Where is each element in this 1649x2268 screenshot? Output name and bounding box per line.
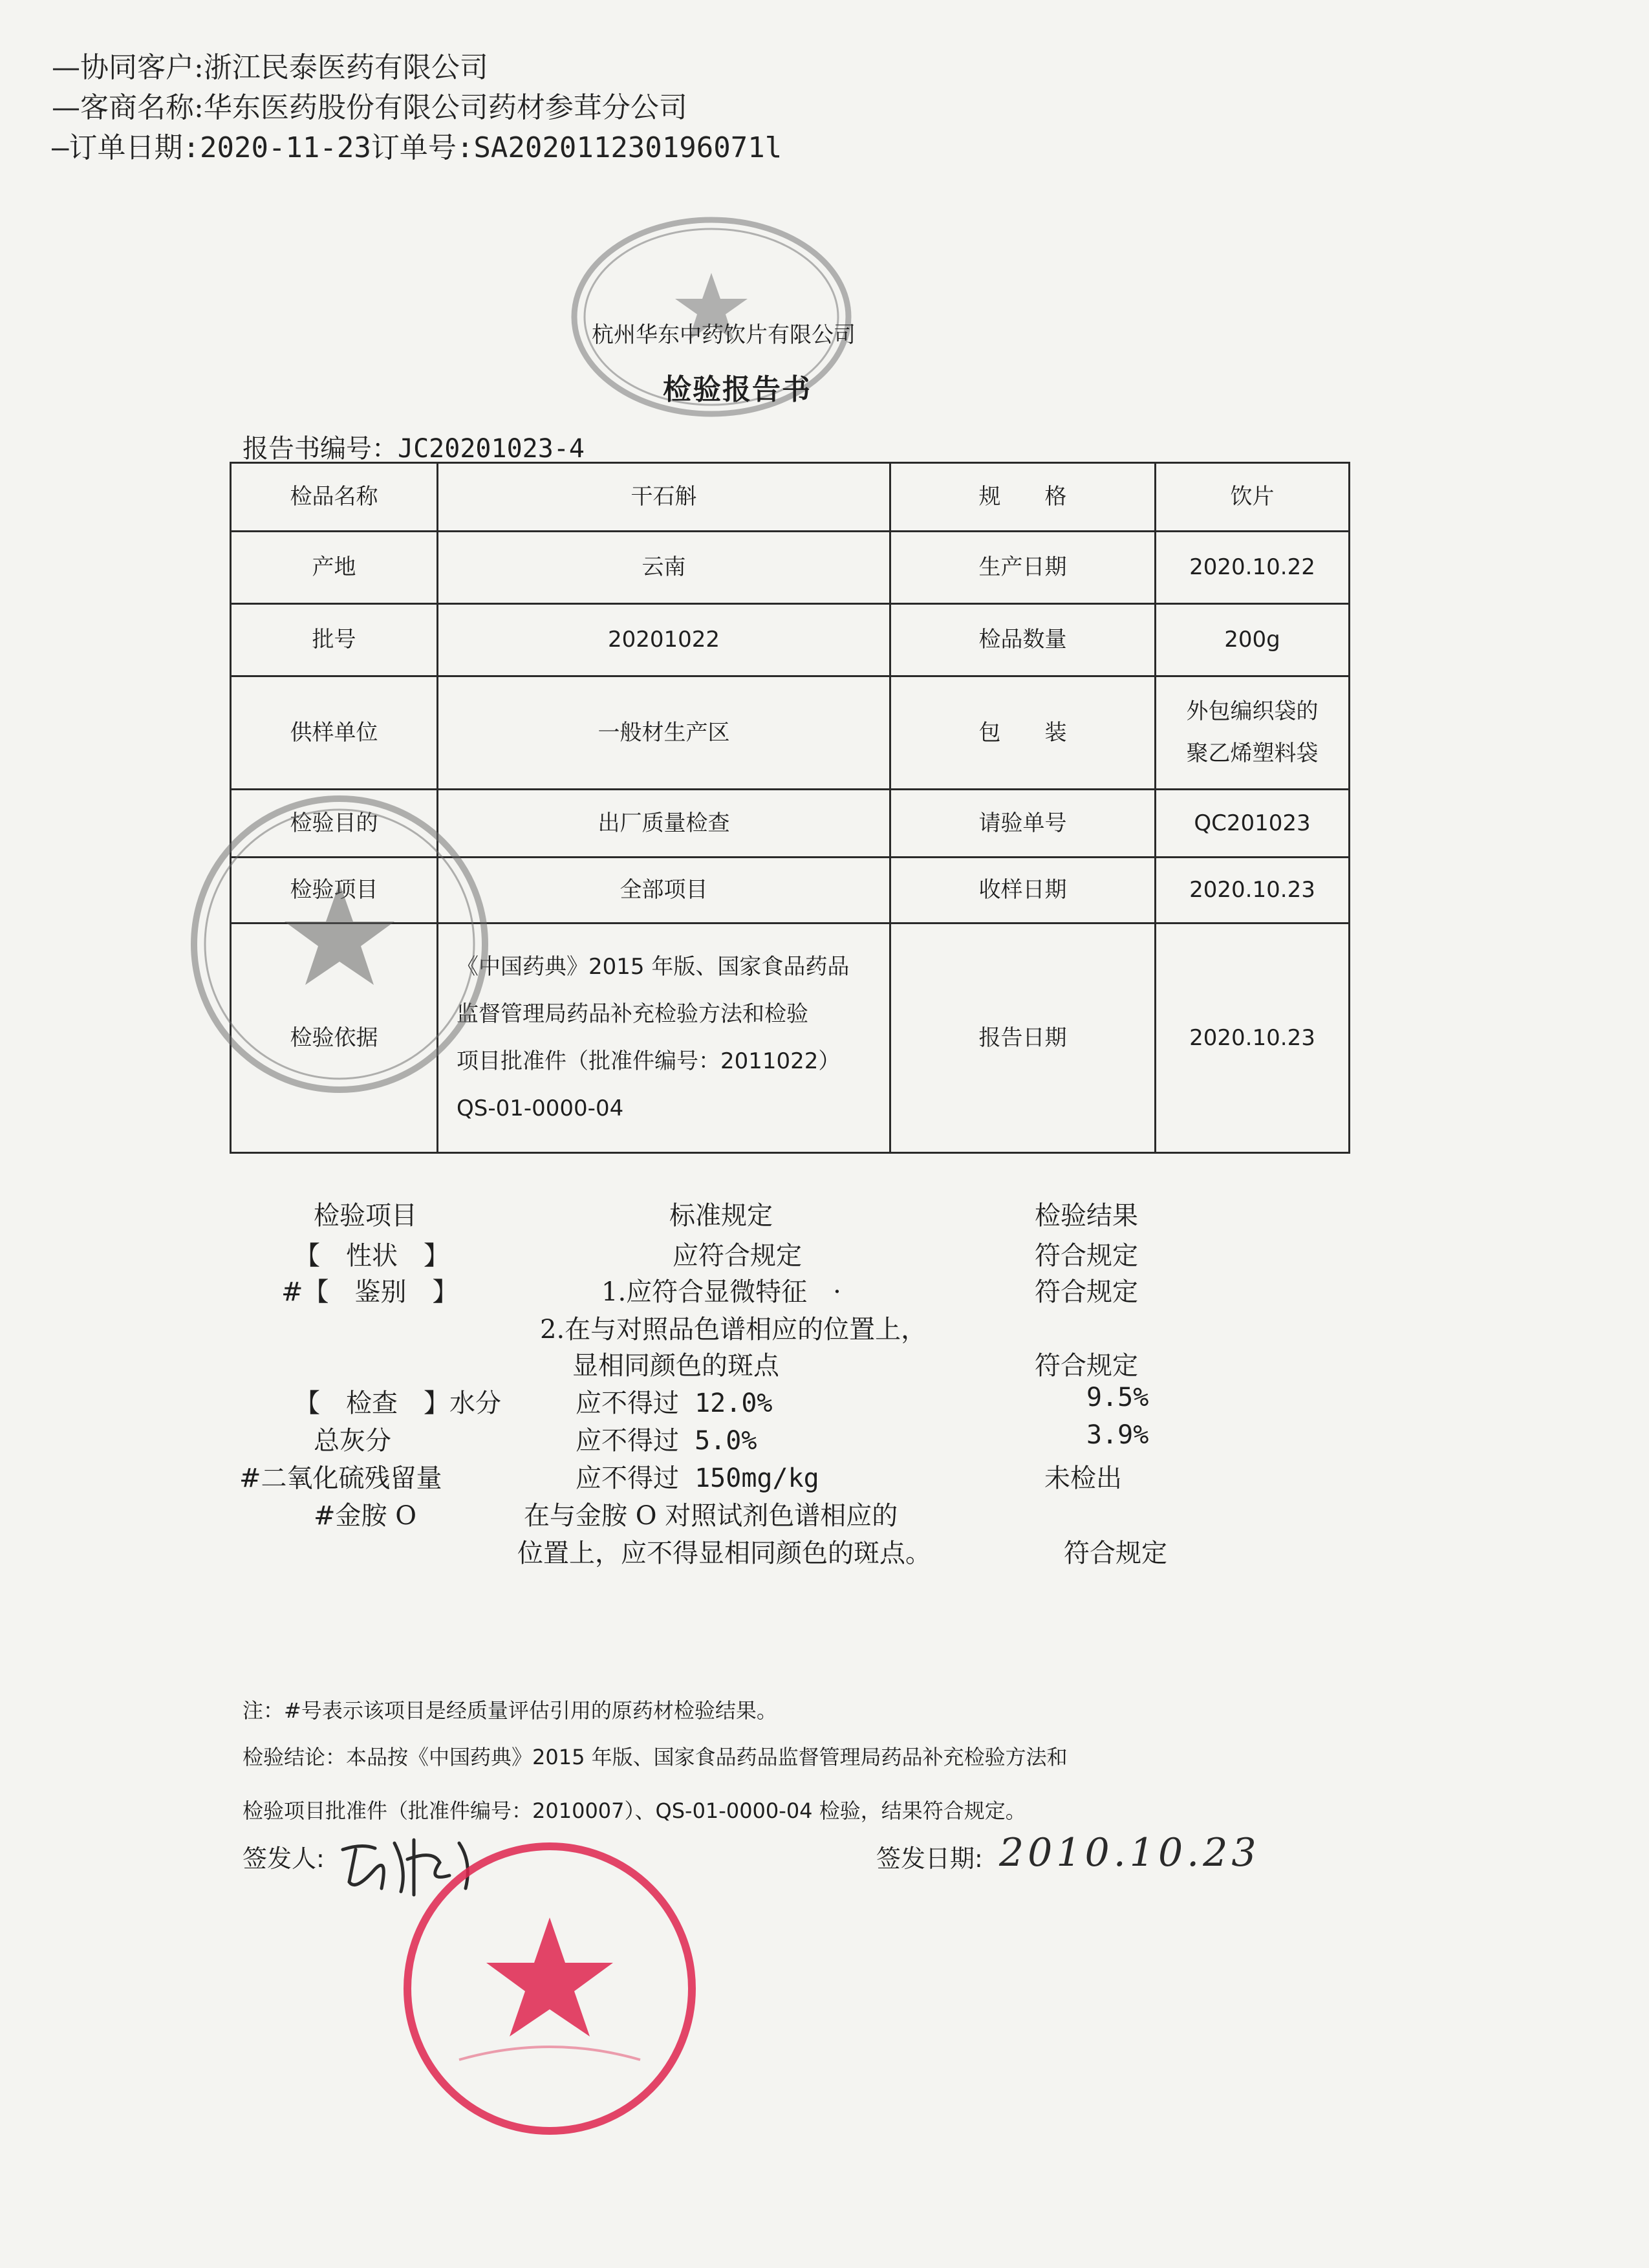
packing-line-1: 外包编织袋的 [1186,698,1319,725]
company-name: 杭州华东中药饮片有限公司 [592,322,856,348]
std-huifen: 应不得过 5.0% [576,1426,757,1456]
item-huifen: 总灰分 [314,1426,391,1456]
res-jianbie-2: 符合规定 [1035,1351,1138,1381]
issuer-label: 签发人: [242,1844,325,1873]
std-jinan-1: 在与金胺 O 对照试剂色谱相应的 [524,1501,898,1531]
item-jinan: #金胺 O [314,1501,417,1531]
std-jianbie-2b: 显相同颜色的斑点 [572,1351,779,1381]
customer-value: 浙江民泰医药有限公司 [203,51,488,84]
footnote: 注：#号表示该项目是经质量评估引用的原药材检验结果。 [242,1698,777,1723]
basis-line: QS-01-0000-04 [457,1096,624,1122]
cell-label: 生产日期 [890,532,1156,604]
cell-value: 全部项目 [438,858,890,923]
order-date-label: —订单日期: [52,131,200,164]
cell-value: 一般材生产区 [438,676,890,790]
basis-line: 《中国药典》2015 年版、国家食品药品 [457,953,850,980]
results-header-item: 检验项目 [314,1201,417,1231]
res-xingzhuang: 符合规定 [1035,1241,1138,1271]
report-no-label: 报告书编号： [242,434,398,464]
cell-value: 20201022 [438,604,890,676]
document-title: 检验报告书 [663,373,812,406]
cell-label: 规 格 [890,463,1156,532]
cell-label: 产地 [231,532,438,604]
cell-label: 报告日期 [890,923,1156,1153]
basis-line: 项目批准件（批准件编号：2011022） [457,1048,841,1074]
packing-line-2: 聚乙烯塑料袋 [1186,740,1319,766]
merchant-line [52,84,687,125]
basis-line: 监督管理局药品补充检验方法和检验 [457,1000,808,1027]
cell-value: 200g [1156,604,1350,676]
item-so2: #二氧化硫残留量 [239,1463,442,1493]
cell-value: 2020.10.23 [1156,858,1350,923]
std-jianbie-2a: 2.在与对照品色谱相应的位置上， [540,1315,927,1345]
results-header-result: 检验结果 [1035,1201,1138,1231]
left-stamp-seal [188,792,491,1096]
cell-label: 检验依据 [231,923,438,1153]
issue-date-handwritten: 2010.10.23 [999,1830,1260,1875]
order-no-value: SA202011230196071l [473,131,782,164]
merchant-value: 华东医药股份有限公司药材参茸分公司 [203,91,687,124]
conclusion-line-2: 检验项目批准件（批准件编号：2010007）、QS-01-0000-04 检验，结果符合规定。 [242,1798,1026,1823]
cell-label: 包 装 [890,676,1156,790]
std-so2: 应不得过 150mg/kg [576,1463,819,1493]
cell-value: QC201023 [1156,790,1350,858]
report-number [242,428,585,465]
cell-label: 批号 [231,604,438,676]
std-shuifen: 应不得过 12.0% [576,1388,773,1418]
cell-value: 云南 [438,532,890,604]
customer-line [52,44,488,85]
basis-cell [438,923,890,1153]
conclusion-line-1: 检验结论：本品按《中国药典》2015 年版、国家食品药品监督管理局药品补充检验方法和 [242,1745,1068,1769]
order-date-value: 2020-11-23 [199,131,371,164]
customer-label: —协同客户: [52,51,204,84]
table-row [231,604,1350,676]
cell-value [1156,676,1350,790]
res-huifen: 3.9% [1086,1420,1149,1450]
issue-date-label: 签发日期: [876,1844,983,1873]
res-shuifen: 9.5% [1086,1383,1149,1412]
res-jianbie-1: 符合规定 [1035,1277,1138,1307]
cell-label: 检验项目 [231,858,438,923]
cell-label: 请验单号 [890,790,1156,858]
cell-value: 2020.10.22 [1156,532,1350,604]
res-so2: 未检出 [1044,1463,1122,1493]
cell-label: 供样单位 [231,676,438,790]
cell-value: 干石斛 [438,463,890,532]
order-no-label: 订单号: [371,131,474,164]
results-header-standard: 标准规定 [669,1201,773,1231]
res-jinan: 符合规定 [1064,1539,1167,1568]
table-row [231,676,1350,790]
std-jianbie-1: 1.应符合显微特征 · [601,1277,841,1307]
std-jinan-2: 位置上，应不得显相同颜色的斑点。 [517,1539,931,1568]
cell-label: 检品名称 [231,463,438,532]
table-row [231,463,1350,532]
cell-label: 收样日期 [890,858,1156,923]
std-xingzhuang: 应符合规定 [673,1241,802,1271]
table-row [231,532,1350,604]
report-no-value: JC20201023-4 [398,434,585,464]
cell-label: 检品数量 [890,604,1156,676]
order-line [52,124,782,166]
cell-value: 饮片 [1156,463,1350,532]
item-jianbie: #【 鉴别 】 [281,1277,458,1307]
cell-value: 2020.10.23 [1156,923,1350,1153]
merchant-label: —客商名称: [52,91,204,124]
item-xingzhuang: 【 性状 】 [294,1241,449,1271]
item-jiancha-shuifen: 【 检查 】水分 [294,1388,501,1418]
cell-value: 出厂质量检查 [438,790,890,858]
cell-label: 检验目的 [231,790,438,858]
red-stamp-seal [401,1840,698,2137]
